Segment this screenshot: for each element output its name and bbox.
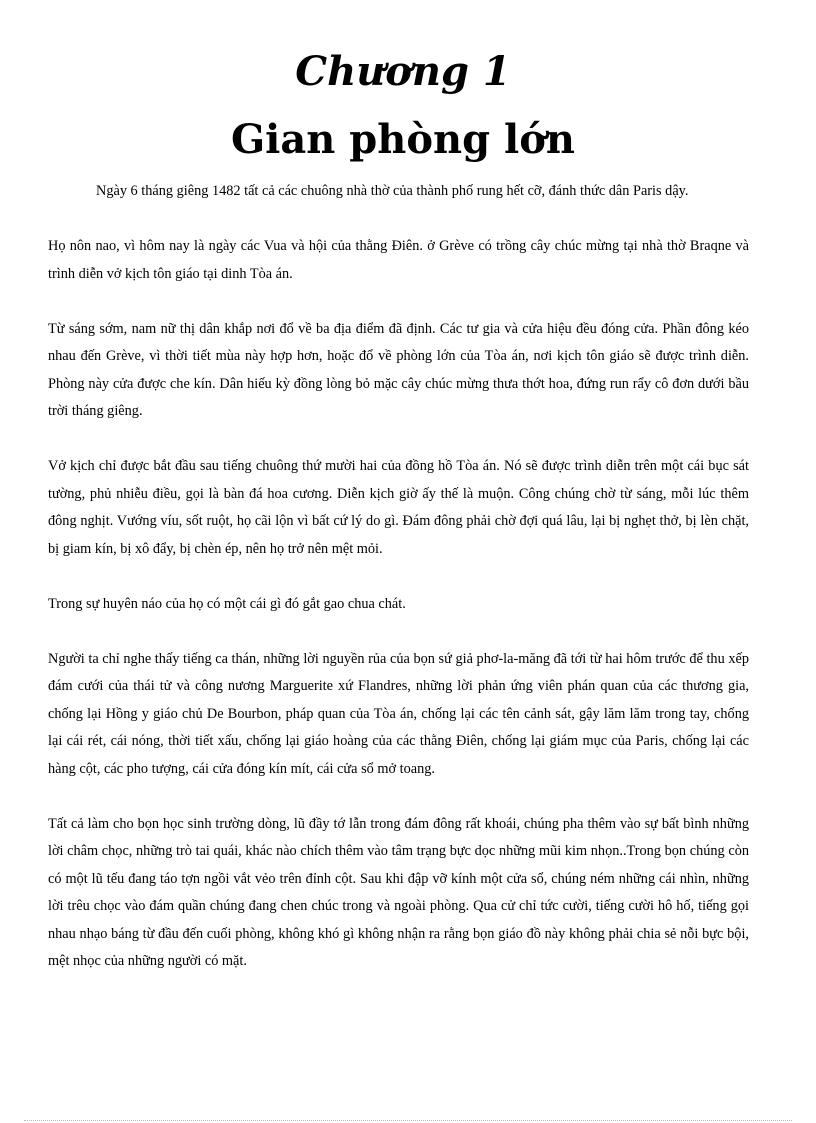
paragraph-3: Từ sáng sớm, nam nữ thị dân khắp nơi đổ về ba địa điểm đã định. Các tư gia và cửa hiệu đều đóng cửa. Phần đông kéo nhau đến Grève, vì thời tiết mùa này hợp hơn, hoặc đổ về phòng lớn của Tòa án, nơi kịch tôn giáo sẽ được trình diễn. Phòng này cửa được che kín. Dân hiếu kỳ đồng lòng bỏ mặc cây chúc mừng thưa thớt hoa, đứng run rẩy cô đơn dưới bầu trời tháng giêng. bbox=[48, 320, 749, 419]
paragraph-4: Vở kịch chỉ được bắt đầu sau tiếng chuông thứ mười hai của đồng hồ Tòa án. Nó sẽ được trình diễn trên một cái bục sát tường, phủ nhiễu điều, gọi là bàn đá hoa cương. Diễn kịch giờ ấy thế là muộn. Công chúng chờ từ sáng, mỗi lúc thêm đông nghịt. Vướng víu, sốt ruột, họ cãi lộn vì bất cứ lý do gì. Đám đông phải chờ đợi quá lâu, lại bị nghẹt thở, bị lèn chặt, bị giam kín, bị xô đẩy, bị chèn ép, nên họ trở nên mệt mỏi. bbox=[48, 458, 749, 557]
paragraph-1: Ngày 6 tháng giêng 1482 tất cả các chuông nhà thờ của thành phố rung hết cỡ, đánh thức dân Paris dậy. bbox=[96, 183, 689, 199]
chapter-body bbox=[48, 178, 749, 1003]
page-bottom-rule bbox=[24, 1120, 792, 1121]
chapter-number: Chương 1 bbox=[295, 48, 511, 95]
paragraph-5: Trong sự huyên náo của họ có một cái gì đó gắt gao chua chát. bbox=[48, 595, 406, 612]
paragraph-6: Người ta chỉ nghe thấy tiếng ca thán, những lời nguyền rủa của bọn sứ giả phơ-la-măng đã tới từ hai hôm trước để thu xếp đám cưới của thái tử và công nương Marguerite xứ Flandres, những lời phản ứng viên phán quan của các thương gia, chống lại Hồng y giáo chủ De Bourbon, pháp quan của Tòa án, chống lại các tên cảnh sát, gậy lăm lăm trong tay, chống lại cái rét, cái nóng, thời tiết xấu, chống lại giáo hoàng của các thằng Điên, chống lại giám mục của Paris, chống lại các hàng cột, các pho tượng, cái cửa đóng kín mít, cái cửa sổ mở toang. bbox=[48, 650, 749, 777]
paragraph-7: Tất cả làm cho bọn học sinh trường dòng, lũ đầy tớ lẫn trong đám đông rất khoái, chúng pha thêm vào sự bất bình những lời châm chọc, những trò tai quái, khác nào chích thêm vào tâm trạng bực dọc những mũi kim nhọn..Trong bọn chúng còn có một lũ tếu đang táo tợn ngồi vắt vẻo trên đỉnh cột. Sau khi đập vỡ kính một cửa sổ, chúng ném những cái nhìn, những lời trêu chọc vào đám quần chúng đang chen chúc trong và ngoài phòng. Qua cử chỉ tức cười, tiếng cười hô hố, tiếng gọi nhau nhạo báng từ đầu đến cuối phòng, không khó gì không nhận ra rằng bọn giáo đồ này không phải chia sẻ nỗi bực bội, mệt nhọc của những người có mặt. bbox=[48, 815, 749, 969]
chapter-title: Gian phòng lớn bbox=[231, 116, 575, 163]
paragraph-2: Họ nôn nao, vì hôm nay là ngày các Vua và hội của thằng Điên. ở Grève có trồng cây chúc mừng tại nhà thờ Braqne và trình diễn vở kịch tôn giáo tại dinh Tòa án. bbox=[48, 238, 749, 282]
